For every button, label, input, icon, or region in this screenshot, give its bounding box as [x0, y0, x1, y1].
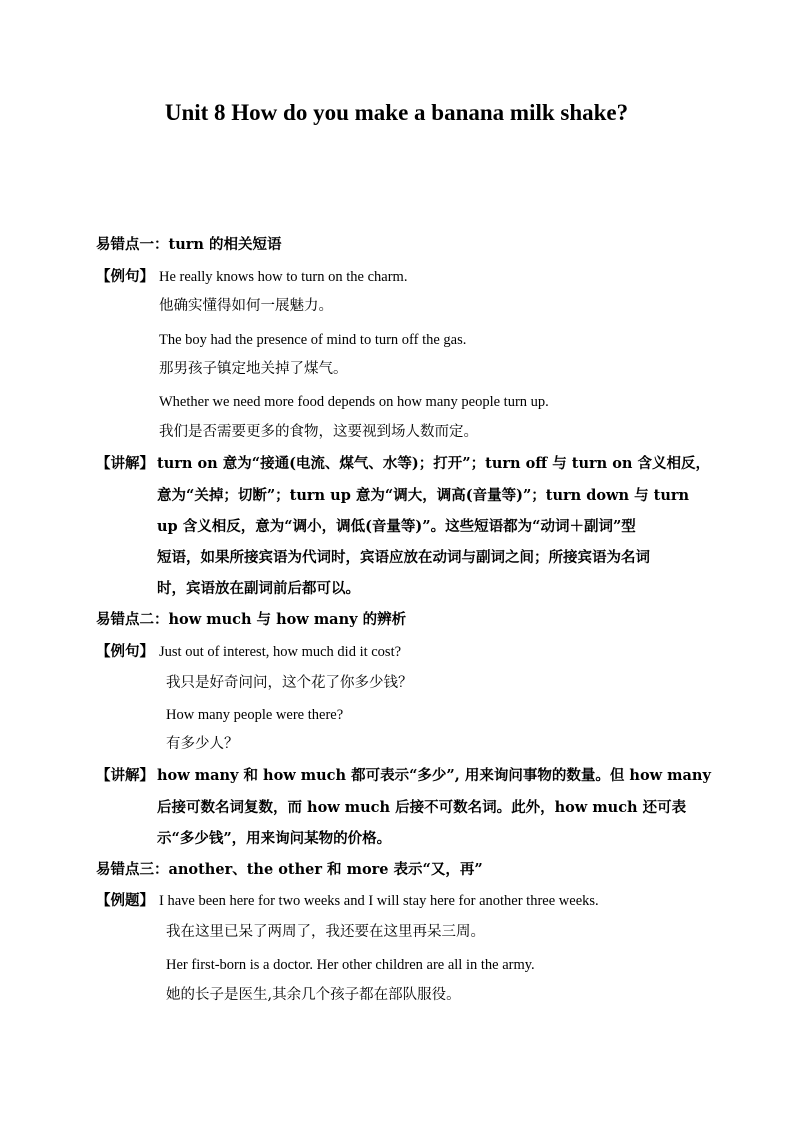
section-1-example-2: 他确实懂得如何一展魅力。 [159, 298, 333, 314]
section-1-example-6: 我们是否需要更多的食物，这要视到场人数而定。 [159, 424, 478, 440]
section-1-explain-line-4: 短语，如果所接宾语为代词时，宾语应放在动词与副词之间；所接宾语为名词 [157, 549, 650, 566]
section-1-explain-line-5: 时，宾语放在副词前后都可以。 [157, 580, 360, 597]
section-2-example-4: 有多少人？ [166, 736, 239, 752]
section-1-heading: 易错点一：turn 的相关短语 [96, 236, 282, 253]
section-2-explain-line-3: 示“多少钱”，用来询问某物的价格。 [157, 830, 392, 847]
section-3-heading: 易错点三：another、the other 和 more 表示“又，再” [96, 861, 483, 878]
section-1-explain-line-3: up 含义相反，意为“调小，调低(音量等)”。这些短语都为“动词＋副词”型 [157, 518, 636, 535]
section-1-explain-tag: 【讲解】 [96, 455, 154, 472]
section-2-example-tag: 【例句】 [96, 643, 154, 660]
section-3-example-3: Her first-born is a doctor. Her other children are all in the army. [166, 957, 535, 973]
section-3-example-tag: 【例题】 [96, 892, 154, 909]
section-1-explain-line-1: turn on 意为“接通(电流、煤气、水等)；打开”；turn off 与 turn on 含义相反， [157, 455, 711, 472]
section-2-example-1: Just out of interest, how much did it cost? [159, 644, 402, 660]
section-1-example-4: 那男孩子镇定地关掉了煤气。 [159, 361, 348, 377]
section-2-heading: 易错点二：how much 与 how many 的辨析 [96, 611, 407, 628]
section-3-example-1: I have been here for two weeks and I will stay here for another three weeks. [159, 893, 599, 909]
page-title: Unit 8 How do you make a banana milk shake? [164, 100, 629, 125]
section-2-explain-line-2: 后接可数名词复数，而 how much 后接不可数名词。此外，how much 还可表 [157, 799, 687, 816]
section-2-example-3: How many people were there? [166, 707, 344, 723]
section-2-example-2: 我只是好奇问问，这个花了你多少钱？ [166, 675, 413, 691]
section-1-example-1: He really knows how to turn on the charm. [159, 269, 408, 285]
section-2-explain-tag: 【讲解】 [96, 767, 154, 784]
section-3-example-4: 她的长子是医生,其余几个孩子都在部队服役。 [166, 987, 461, 1003]
section-3-example-2: 我在这里已呆了两周了，我还要在这里再呆三周。 [166, 924, 485, 940]
section-1-example-tag: 【例句】 [96, 268, 154, 285]
section-1-example-5: Whether we need more food depends on how many people turn up. [159, 394, 549, 410]
section-2-explain-line-1: how many 和 how much 都可表示“多少”, 用来询问事物的数量。但 how many [157, 767, 711, 784]
section-1-example-3: The boy had the presence of mind to turn off the gas. [159, 332, 467, 348]
section-1-explain-line-2: 意为“关掉；切断”；turn up 意为“调大，调高(音量等)”；turn down 与 turn [157, 487, 690, 504]
